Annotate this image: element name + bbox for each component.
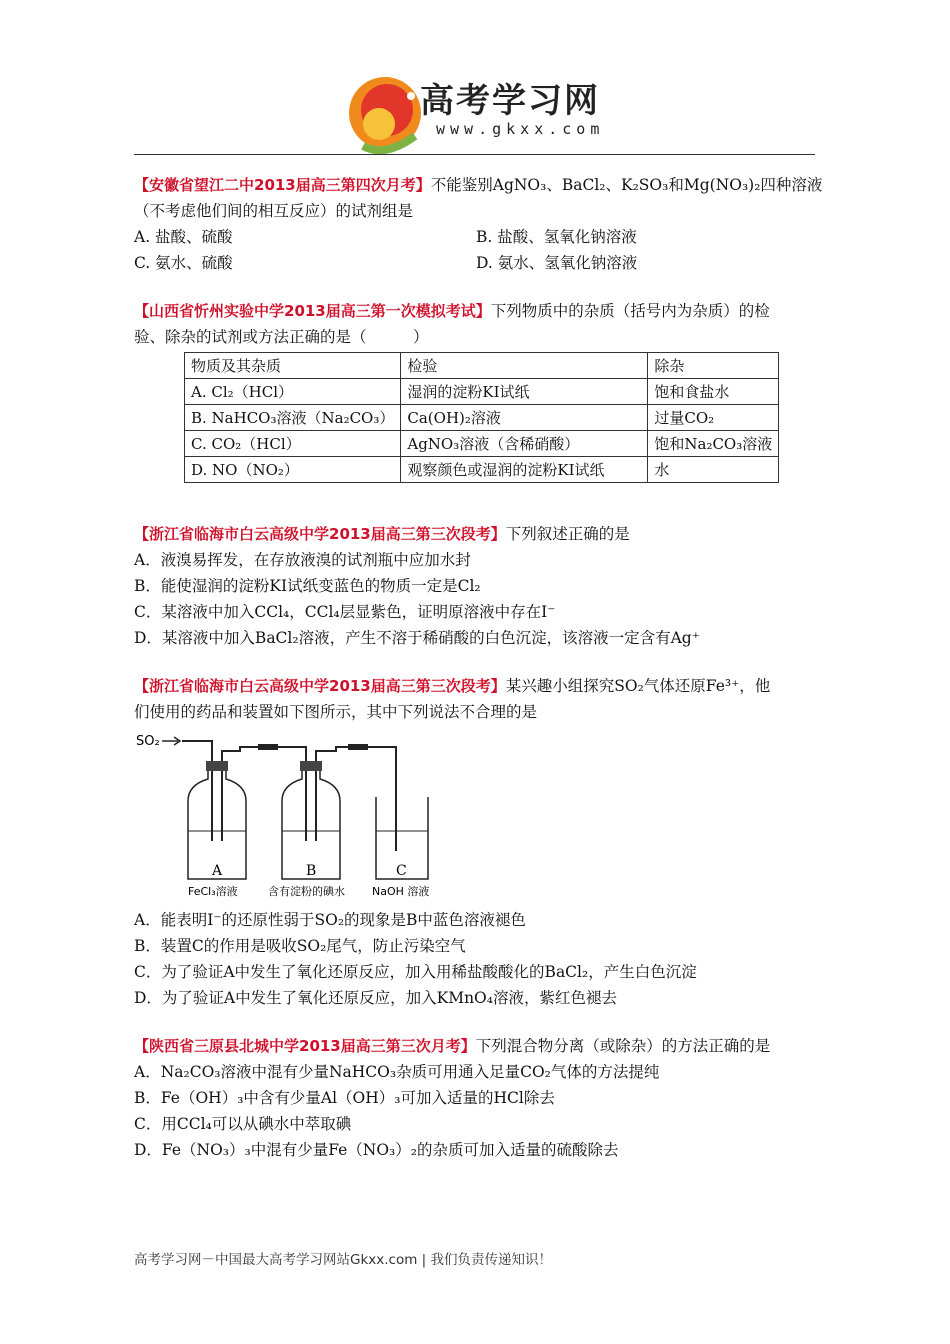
q5-option-c: C．用CCl₄可以从碘水中萃取碘 — [134, 1115, 352, 1133]
gas-label: SO₂ — [136, 734, 160, 749]
caption-b: 含有淀粉的碘水 — [268, 885, 345, 898]
question-4 — [134, 673, 818, 1011]
q1-option-c: C. 氨水、硫酸 — [134, 254, 233, 272]
q1-stem-b: （不考虑他们间的相互反应）的试剂组是 — [134, 202, 414, 220]
q3-source: 【浙江省临海市白云高级中学2013届高三第三次段考】 — [134, 525, 506, 543]
q4-source: 【浙江省临海市白云高级中学2013届高三第三次段考】 — [134, 677, 506, 695]
page-footer: 高考学习网－中国最大高考学习网站Gkxx.com | 我们负责传递知识！ — [134, 1252, 553, 1268]
q1-option-d: D. 氨水、氢氧化钠溶液 — [476, 254, 638, 272]
table-cell: 湿润的淀粉KI试纸 — [401, 379, 648, 405]
apparatus-figure — [136, 731, 436, 901]
q1-source: 【安徽省望江二中2013届高三第四次月考】 — [134, 176, 431, 194]
q1-option-a: A. 盐酸、硫酸 — [134, 228, 233, 246]
stopper-a — [206, 761, 228, 771]
q2-stem-a: 下列物质中的杂质（括号内为杂质）的检 — [490, 302, 770, 320]
q4-stem-a: 某兴趣小组探究SO₂气体还原Fe³⁺，他 — [505, 677, 771, 695]
q4-option-a: A．能表明I⁻的还原性弱于SO₂的现象是B中蓝色溶液褪色 — [134, 911, 526, 929]
q3-option-d: D．某溶液中加入BaCl₂溶液，产生不溶于稀硝酸的白色沉淀，该溶液一定含有Ag⁺ — [134, 629, 700, 647]
table-cell: A. Cl₂（HCl） — [185, 379, 401, 405]
table-cell: 观察颜色或湿润的淀粉KI试纸 — [401, 457, 648, 483]
q5-source: 【陕西省三原县北城中学2013届高三第三次月考】 — [134, 1037, 476, 1055]
q2-stem-b: 验、除杂的试剂或方法正确的是（ ） — [134, 328, 429, 346]
q3-option-b: B．能使湿润的淀粉KI试纸变蓝色的物质一定是Cl₂ — [134, 577, 481, 595]
q5-option-a: A．Na₂CO₃溶液中混有少量NaHCO₃杂质可用通入足量CO₂气体的方法提纯 — [134, 1063, 660, 1081]
caption-a: FeCl₃溶液 — [188, 885, 238, 898]
table-cell: D. NO（NO₂） — [185, 457, 401, 483]
q3-option-c: C．某溶液中加入CCl₄，CCl₄层显紫色，证明原溶液中存在I⁻ — [134, 603, 556, 621]
table-cell: Ca(OH)₂溶液 — [401, 405, 648, 431]
label-b: B — [306, 863, 317, 879]
q1-option-b: B. 盐酸、氢氧化钠溶液 — [476, 228, 637, 246]
table-cell: B. NaHCO₃溶液（Na₂CO₃） — [185, 405, 401, 431]
question-3 — [134, 521, 818, 651]
table-cell: C. CO₂（HCl） — [185, 431, 401, 457]
brand-url: www.gkxx.com — [436, 120, 605, 138]
table-cell: 饱和Na₂CO₃溶液 — [648, 431, 779, 457]
q4-option-b: B．装置C的作用是吸收SO₂尾气，防止污染空气 — [134, 937, 466, 955]
brand-name: 高考学习网 — [420, 81, 600, 121]
document-body — [134, 172, 823, 1163]
table-cell: 水 — [648, 457, 779, 483]
table-header: 物质及其杂质 — [185, 353, 401, 379]
label-c: C — [396, 863, 407, 879]
question-5 — [134, 1033, 818, 1163]
table-cell: 饱和食盐水 — [648, 379, 779, 405]
q4-option-d: D．为了验证A中发生了氧化还原反应，加入KMnO₄溶液，紫红色褪去 — [134, 989, 617, 1007]
header-divider — [134, 154, 815, 155]
stopper-b — [300, 761, 322, 771]
table-row — [185, 379, 779, 405]
table-header-row — [185, 353, 779, 379]
table-header: 除杂 — [648, 353, 779, 379]
table-header: 检验 — [401, 353, 648, 379]
table-row — [185, 431, 779, 457]
caption-c: NaOH 溶液 — [372, 885, 430, 898]
q3-option-a: A．液溴易挥发，在存放液溴的试剂瓶中应加水封 — [134, 551, 471, 569]
question-2 — [134, 298, 818, 483]
q5-option-d: D．Fe（NO₃）₃中混有少量Fe（NO₃）₂的杂质可加入适量的硫酸除去 — [134, 1141, 619, 1159]
q5-stem: 下列混合物分离（或除杂）的方法正确的是 — [475, 1037, 771, 1055]
table-row — [185, 405, 779, 431]
question-1 — [134, 172, 823, 276]
table-row — [185, 457, 779, 483]
label-a: A — [212, 863, 223, 879]
q4-stem-b: 们使用的药品和装置如下图所示，其中下列说法不合理的是 — [134, 703, 538, 721]
q1-stem-a: 不能鉴别AgNO₃、BaCl₂、K₂SO₃和Mg(NO₃)₂四种溶液 — [430, 176, 823, 194]
table-cell: AgNO₃溶液（含稀硝酸） — [401, 431, 648, 457]
q4-option-c: C．为了验证A中发生了氧化还原反应，加入用稀盐酸酸化的BaCl₂，产生白色沉淀 — [134, 963, 697, 981]
q2-source: 【山西省忻州实验中学2013届高三第一次模拟考试】 — [134, 302, 491, 320]
q3-stem: 下列叙述正确的是 — [505, 525, 630, 543]
q5-option-b: B．Fe（OH）₃中含有少量Al（OH）₃可加入适量的HCl除去 — [134, 1089, 555, 1107]
q2-table — [184, 352, 779, 483]
table-cell: 过量CO₂ — [648, 405, 779, 431]
